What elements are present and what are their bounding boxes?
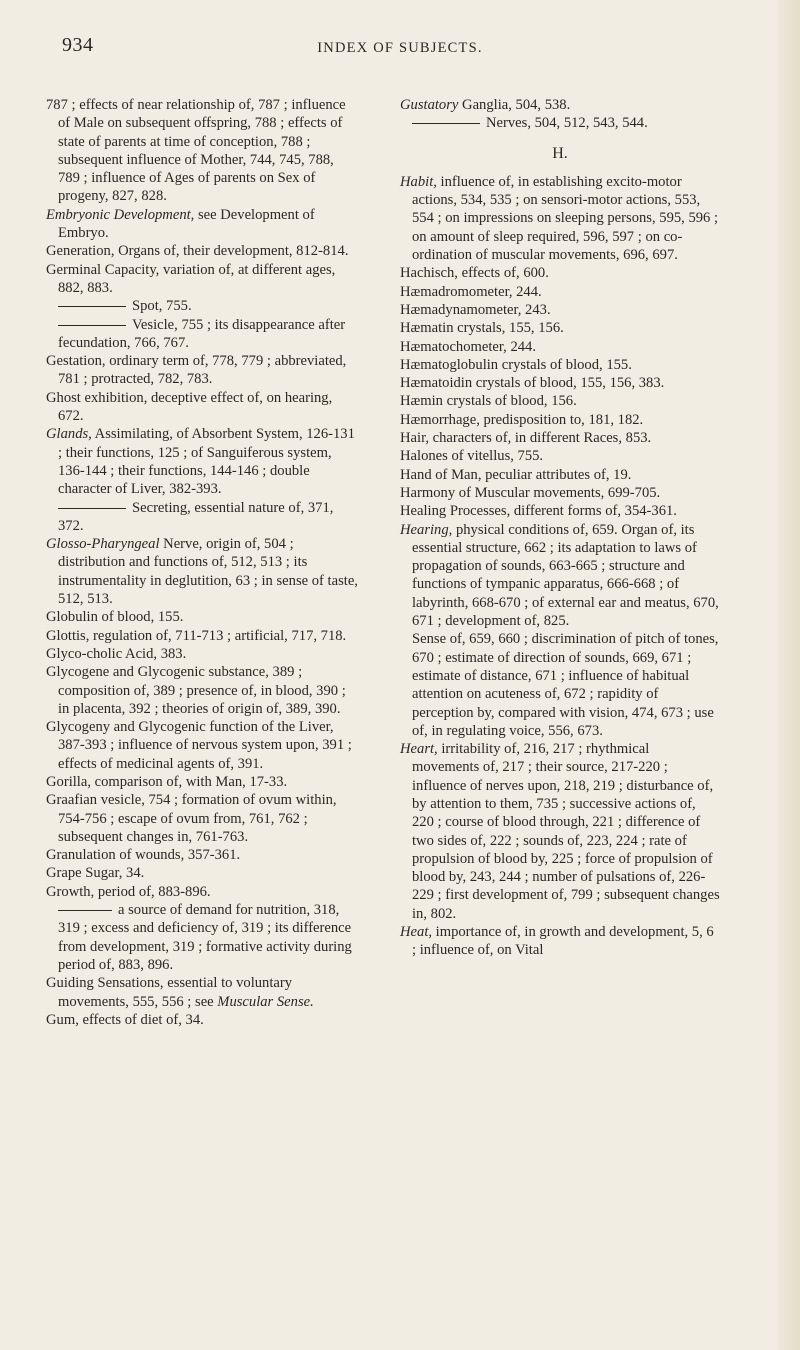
entry-text: Ghost exhibition, deceptive effect of, on hearing, 672. xyxy=(46,389,333,425)
index-entry xyxy=(46,883,358,901)
index-entry xyxy=(46,901,358,974)
entry-text: Generation, Organs of, their development, 812-814. xyxy=(46,243,349,260)
entry-text: Glottis, regulation of, 711-713 ; artificial, 717, 718. xyxy=(46,627,347,644)
entry-text: importance of, in growth and development, 5, 6 ; influence of, on Vital xyxy=(412,924,714,959)
entry-text: a source of demand for nutrition, 318, 319 ; excess and deficiency of, 319 ; its difference from development, 319 ; formative activity during period of, 883, 896. xyxy=(58,902,352,973)
entry-text: Nerve, origin of, 504 ; distribution and functions of, 512, 513 ; its instrumentality in deglutition, 63 ; in sense of taste, 512, 513. xyxy=(58,536,358,608)
entry-heading: Glosso-Pharyngeal xyxy=(46,536,160,553)
entry-heading: Heat, xyxy=(400,924,433,941)
entry-text: Halones of vitellus, 755. xyxy=(400,448,544,465)
index-entry xyxy=(400,466,720,484)
index-entry xyxy=(46,663,358,718)
index-column-left xyxy=(46,96,358,1029)
entry-text: Glyco-cholic Acid, 383. xyxy=(46,645,187,662)
ditto-rule xyxy=(58,325,126,326)
index-entry xyxy=(400,740,720,923)
index-entry xyxy=(400,447,720,465)
index-entry xyxy=(46,535,358,608)
section-letter-heading: H. xyxy=(552,144,568,162)
index-entry xyxy=(46,864,358,882)
index-entry xyxy=(400,338,720,356)
entry-text: Grape Sugar, 34. xyxy=(46,865,145,882)
index-entry xyxy=(400,374,720,392)
entry-text: physical conditions of, 659. Organ of, its essential structure, 662 ; its adaptation to laws of propagation of sounds, 663-665 ; structure and functions of tympanic apparatus, 666-668 ; of labyrinth, 668-670 ; of external ear and meatus, 670, 671 ; development of, 825. xyxy=(412,521,719,630)
index-entry xyxy=(400,173,720,264)
index-entry xyxy=(400,484,720,502)
index-entry xyxy=(400,96,720,114)
index-column-right xyxy=(400,96,720,960)
index-entry xyxy=(400,521,720,631)
entry-text: Gestation, ordinary term of, 778, 779 ; abbreviated, 781 ; protracted, 782, 783. xyxy=(46,353,347,388)
entry-heading: Habit, xyxy=(400,173,437,190)
entry-text: Hair, characters of, in different Races, 853. xyxy=(400,430,652,447)
entry-text: 787 ; effects of near relationship of, 787 ; influence of Male on subsequent offspring, 788 ; effects of state of parents at time of conception, 788 ; subsequent influence of Mother, 744, 745, 788, 789 ; influence of Ages of parents on Sex of progeny, 827, 828. xyxy=(46,97,346,205)
index-entry xyxy=(400,411,720,429)
entry-text: Hæmadynamometer, 243. xyxy=(400,301,551,318)
ditto-rule xyxy=(58,508,126,509)
index-entry xyxy=(46,846,358,864)
index-entry xyxy=(46,96,358,206)
entry-text: Globulin of blood, 155. xyxy=(46,609,184,626)
page-number: 934 xyxy=(62,34,94,56)
entry-text: Spot, 755. xyxy=(132,298,192,315)
entry-text: Granulation of wounds, 357-361. xyxy=(46,847,241,864)
index-entry xyxy=(400,923,720,960)
index-entry xyxy=(46,791,358,846)
index-entry xyxy=(400,264,720,282)
entry-text: Ganglia, 504, 538. xyxy=(458,97,571,113)
entry-text: Nerves, 504, 512, 543, 544. xyxy=(486,115,648,132)
index-entry xyxy=(400,429,720,447)
index-entry xyxy=(46,425,358,498)
entry-text: Guiding Sensations, essential to voluntary movements, 555, 556 ; see xyxy=(46,975,293,1010)
entry-text: Sense of, 659, 660 ; discrimination of pitch of tones, 670 ; estimate of direction of sounds, 669, 671 ; estimate of distance, 671 ; influence of habitual attention on acuteness of, 672 ; rapidity of perception by, compared with vision, 474, 673 ; use of, in regulating voice, 556, 673. xyxy=(412,631,719,739)
entry-text: Hæmorrhage, predisposition to, 181, 182. xyxy=(400,411,644,428)
entry-heading: Heart, xyxy=(400,741,438,758)
ditto-rule xyxy=(412,123,480,124)
entry-text: Glycogeny and Glycogenic function of the Liver, 387-393 ; influence of nervous system upon, 391 ; effects of medicinal agents of, 391. xyxy=(46,719,352,772)
entry-text: Hæmatoglobulin crystals of blood, 155. xyxy=(400,356,632,373)
index-entry xyxy=(46,773,358,791)
ditto-rule xyxy=(58,910,112,911)
page-edge-shadow xyxy=(778,0,800,1350)
entry-text: Hæmadromometer, 244. xyxy=(400,283,542,300)
index-entry xyxy=(46,608,358,626)
entry-text: influence of, in establishing excito-motor actions, 534, 535 ; on sensori-motor actions, 553, 554 ; on impressions on sleeping persons, 595, 596 ; on amount of sleep required, 596, 597 ; on co-ordination of muscular movements, 696, 697. xyxy=(412,173,719,264)
index-entry xyxy=(46,352,358,389)
ditto-rule xyxy=(58,306,126,307)
entry-text: Glycogene and Glycogenic substance, 389 ; composition of, 389 ; presence of, in blood, 390 ; in placenta, 392 ; theories of origin of, 389, 390. xyxy=(46,664,346,717)
index-entry xyxy=(46,206,358,243)
entry-text: Hachisch, effects of, 600. xyxy=(400,265,549,282)
index-entry xyxy=(46,645,358,663)
running-head: INDEX OF SUBJECTS. xyxy=(317,40,483,56)
entry-text: Hæmatoidin crystals of blood, 155, 156, 383. xyxy=(400,375,665,392)
index-entry xyxy=(46,499,358,536)
index-entry xyxy=(400,301,720,319)
index-entry xyxy=(400,392,720,410)
entry-heading: Hearing, xyxy=(400,521,453,538)
index-entry xyxy=(400,502,720,520)
index-entry xyxy=(46,974,358,1011)
entry-text: Secreting, essential nature of, 371, 372. xyxy=(58,499,334,534)
entry-text: Gum, effects of diet of, 34. xyxy=(46,1011,204,1028)
index-entry xyxy=(400,319,720,337)
entry-text: Gorilla, comparison of, with Man, 17-33. xyxy=(46,773,288,790)
entry-text: Growth, period of, 883-896. xyxy=(46,883,211,900)
index-entry xyxy=(46,261,358,298)
entry-text: see Development of Embryo. xyxy=(58,206,315,242)
entry-text: Assimilating, of Absorbent System, 126-131 ; their functions, 125 ; of Sanguiferous system, 136-144 ; their functions, 144-146 ; double character of Liver, 382-393. xyxy=(58,426,355,498)
index-entry xyxy=(46,316,358,353)
entry-text: irritability of, 216, 217 ; rhythmical movements of, 217 ; their source, 217-220 ; influence of nerves upon, 218, 219 ; disturbance of, by attention to them, 735 ; successive actions of, 220 ; course of blood through, 221 ; difference of two sides of, 222 ; sounds of, 223, 224 ; rate of propulsion of blood by, 225 ; force of propulsion of blood by, 243, 244 ; number of pulsations of, 226-229 ; first development of, 799 ; subsequent changes in, 802. xyxy=(412,741,720,922)
entry-heading: Embryonic Development, xyxy=(46,206,195,223)
index-entry xyxy=(46,389,358,426)
index-entry xyxy=(46,718,358,773)
entry-text: Vesicle, 755 ; its disappearance after fecundation, 766, 767. xyxy=(58,316,346,351)
index-entry xyxy=(400,356,720,374)
entry-text: Graafian vesicle, 754 ; formation of ovum within, 754-756 ; escape of ovum from, 761, 762 ; subsequent changes in, 761-763. xyxy=(46,792,337,845)
index-entry xyxy=(46,627,358,645)
index-entry xyxy=(46,242,358,260)
entry-text: Germinal Capacity, variation of, at different ages, 882, 883. xyxy=(46,261,336,296)
index-entry xyxy=(400,114,720,132)
entry-text: Hæmatochometer, 244. xyxy=(400,338,536,355)
index-entry xyxy=(46,1011,358,1029)
index-entry xyxy=(400,283,720,301)
entry-cross-reference: Muscular Sense. xyxy=(217,993,314,1010)
index-entry xyxy=(46,297,358,315)
entry-text: Healing Processes, different forms of, 354-361. xyxy=(400,503,677,520)
entry-text: Hæmin crystals of blood, 156. xyxy=(400,393,577,410)
index-entry xyxy=(400,630,720,740)
entry-text: Hand of Man, peculiar attributes of, 19. xyxy=(400,466,632,483)
entry-text: Harmony of Muscular movements, 699-705. xyxy=(400,484,661,501)
entry-text: Hæmatin crystals, 155, 156. xyxy=(400,320,564,337)
entry-heading: Glands, xyxy=(46,426,92,443)
entry-heading: Gustatory xyxy=(400,97,459,113)
